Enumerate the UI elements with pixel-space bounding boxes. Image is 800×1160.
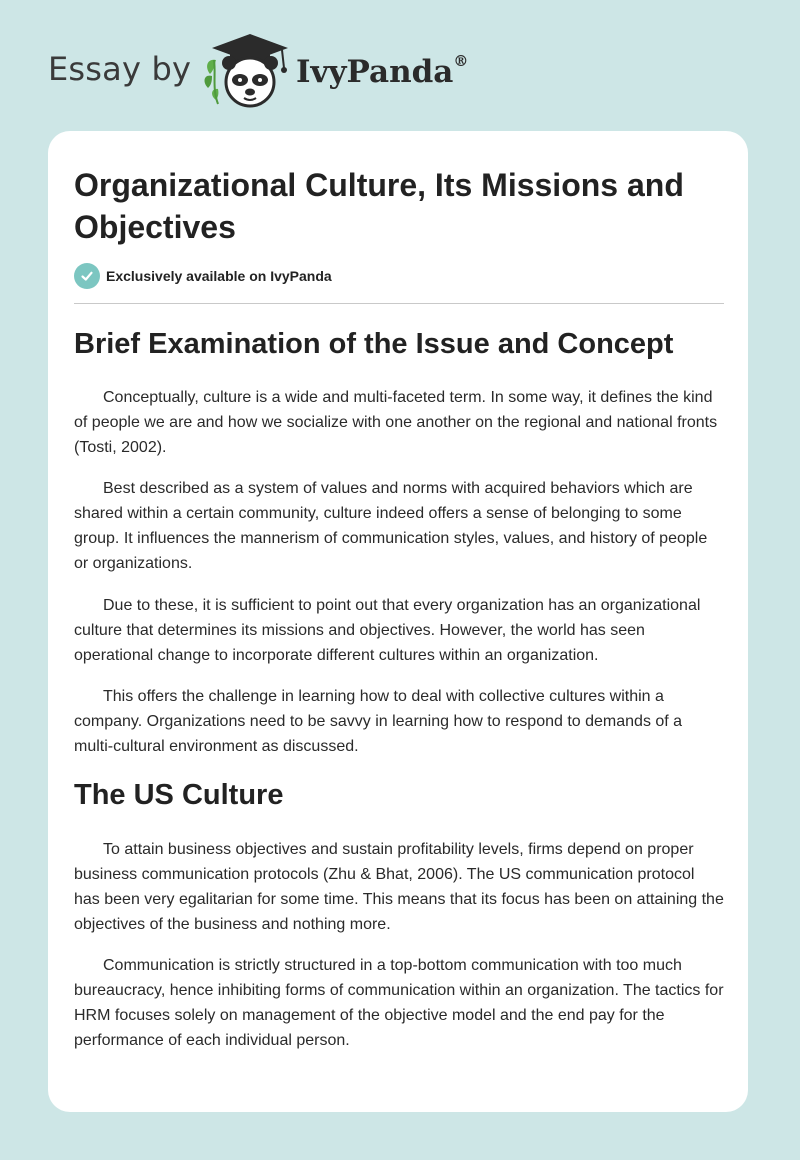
- section-heading: Brief Examination of the Issue and Concept: [74, 328, 674, 360]
- paragraph: Communication is strictly structured in a top-bottom communication with too much bureaucracy, hence inhibiting forms of communication within an organization. The tactics for HRM focuses solely on management of the objective model and the end pay for the performance of each individual person.: [74, 957, 724, 1049]
- brand-name[interactable]: [296, 54, 468, 90]
- essay-card: [48, 131, 748, 1112]
- badge-label: Exclusively available on IvyPanda: [106, 268, 332, 284]
- paragraph: This offers the challenge in learning how to deal with collective cultures within a company. Organizations need to be savvy in learning how to respond to demands of a multi-cultural environment as discussed.: [74, 688, 683, 755]
- check-icon: [74, 263, 100, 289]
- paragraph: To attain business objectives and sustain profitability levels, firms depend on proper business communication protocols (Zhu & Bhat, 2006). The US communication protocol has been very egalitarian for some time. This means that its focus has been on attaining the objectives of the business and nothing more.: [74, 841, 724, 933]
- divider: [74, 303, 724, 304]
- section-heading: The US Culture: [74, 779, 284, 811]
- brand-name-text: IvyPanda: [296, 54, 454, 90]
- site-header: [48, 30, 752, 110]
- exclusive-badge: [74, 263, 332, 289]
- ivypanda-logo-icon[interactable]: [202, 30, 296, 110]
- registered-mark: ®: [453, 52, 469, 70]
- paragraph: Due to these, it is sufficient to point out that every organization has an organizational culture that determines its missions and objectives. However, the world has seen operational change to incorporate different cultures within an organization.: [74, 597, 701, 664]
- page-title: Organizational Culture, Its Missions and Objectives: [74, 167, 684, 245]
- paragraph: Conceptually, culture is a wide and multi-faceted term. In some way, it defines the kind of people we are and how we socialize with one another on the regional and national fronts (Tosti, 2002).: [74, 389, 718, 456]
- essay-by-label: Essay by: [48, 50, 192, 88]
- paragraph: Best described as a system of values and norms with acquired behaviors which are shared within a certain community, culture indeed offers a sense of belonging to some group. It influences the mannerism of communication styles, values, and history of people or organizations.: [74, 480, 708, 572]
